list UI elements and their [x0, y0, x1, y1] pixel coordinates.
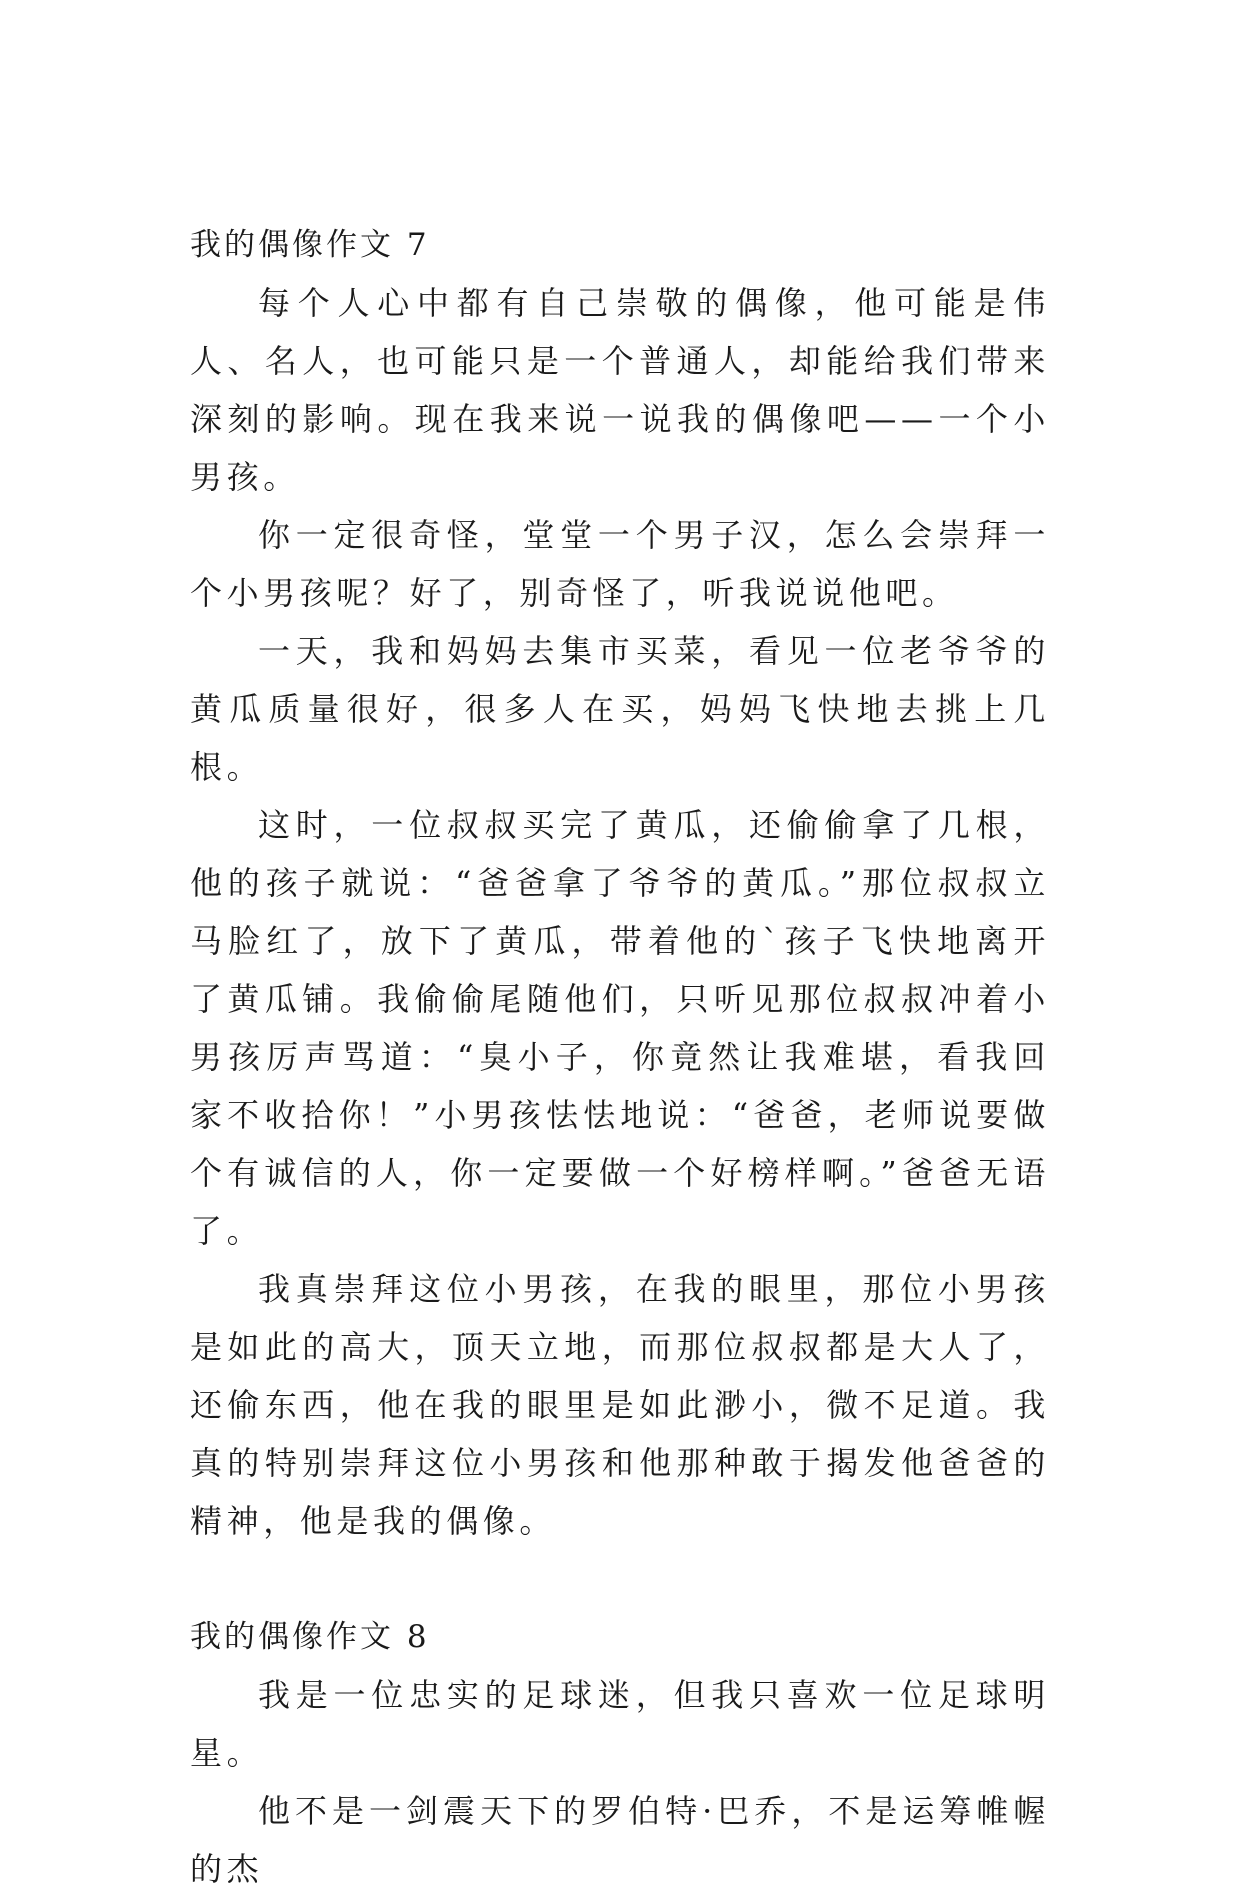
- essay-section-8: [190, 1608, 1050, 1898]
- paragraph: 你一定很奇怪，堂堂一个男子汉，怎么会崇拜一个小男孩呢？好了，别奇怪了，听我说说他吧。: [190, 516, 1050, 612]
- paragraph: 每个人心中都有自己崇敬的偶像，他可能是伟人、名人，也可能只是一个普通人，却能给我们带来深刻的影响。现在我来说一说我的偶像吧——一个小男孩。: [190, 284, 1050, 496]
- paragraph: 我真崇拜这位小男孩，在我的眼里，那位小男孩是如此的高大，顶天立地，而那位叔叔都是大人了，还偷东西，他在我的眼里是如此渺小，微不足道。我真的特别崇拜这位小男孩和他那种敢于揭发他爸爸的精神，他是我的偶像。: [190, 1270, 1050, 1540]
- paragraph: 这时，一位叔叔买完了黄瓜，还偷偷拿了几根，他的孩子就说：“爸爸拿了爷爷的黄瓜。”那位叔叔立马脸红了，放下了黄瓜，带着他的`孩子飞快地离开了黄瓜铺。我偷偷尾随他们，只听见那位叔叔冲着小男孩厉声骂道：“臭小子，你竟然让我难堪，看我回家不收拾你！”小男孩怯怯地说：“爸爸，老师说要做个有诚信的人，你一定要做一个好榜样啊。”爸爸无语了。: [190, 806, 1050, 1250]
- paragraph: 他不是一剑震天下的罗伯特·巴乔，不是运筹帷幄的杰: [190, 1792, 1050, 1888]
- essay-section-7: [190, 216, 1050, 1550]
- paragraph: 我是一位忠实的足球迷，但我只喜欢一位足球明星。: [190, 1676, 1050, 1772]
- section-heading: 我的偶像作文 7: [190, 227, 430, 263]
- section-heading: 我的偶像作文 8: [190, 1619, 430, 1655]
- paragraph: 一天，我和妈妈去集市买菜，看见一位老爷爷的黄瓜质量很好，很多人在买，妈妈飞快地去挑上几根。: [190, 632, 1050, 786]
- document-page: [190, 216, 1050, 1898]
- section-spacer: [190, 1550, 1050, 1608]
